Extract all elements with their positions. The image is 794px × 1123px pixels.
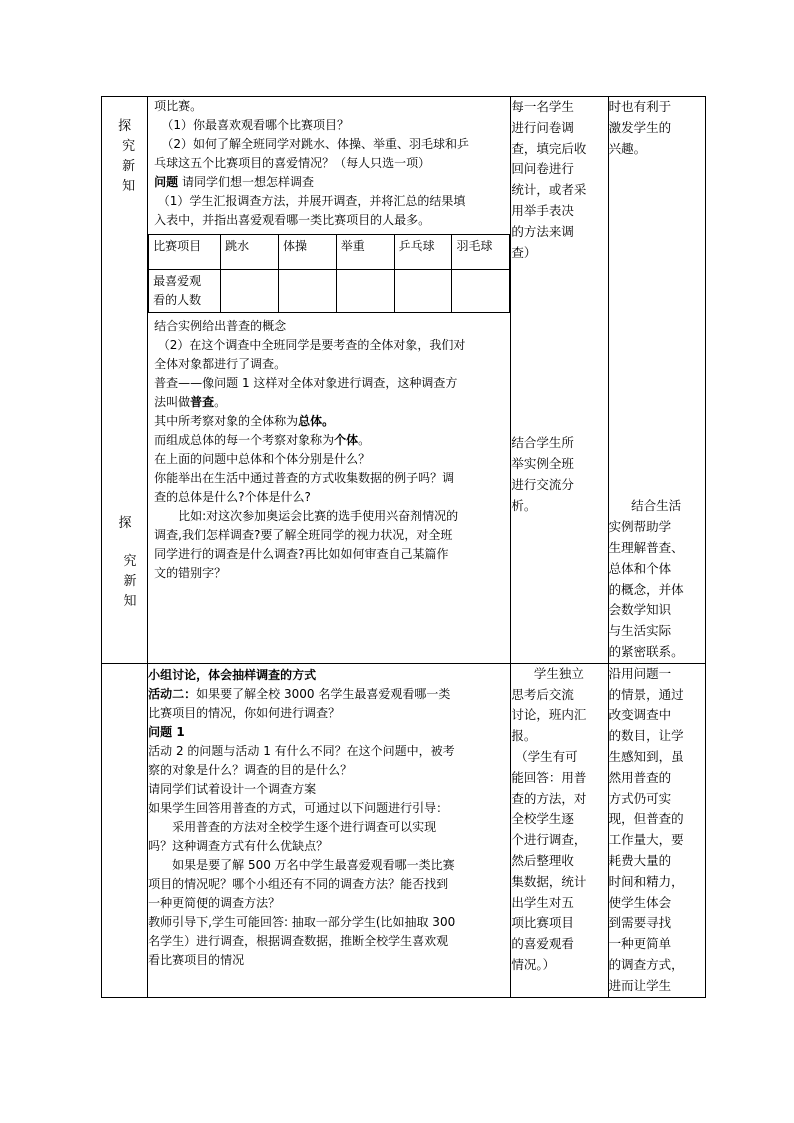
intent-line: 时间和精力， — [608, 873, 684, 889]
content-line: 名学生）进行调查，根据调查数据，推断全校学生喜欢观 — [148, 933, 449, 948]
activity-line: 思考后交流 — [511, 686, 574, 702]
content-line: （1）你最喜欢观看哪个比赛项目？ — [161, 118, 349, 132]
intent-line: 与生活实际 — [608, 623, 672, 639]
content-line: 如果是要了解 500 万名中学生最喜爱观看哪一类比赛 — [172, 857, 455, 872]
intent-line: 兴趣。 — [608, 140, 647, 156]
content-line: （2）在这个调查中全班同学是要考查的全体对象，我们对 — [157, 338, 466, 352]
intent-line: 使学生体会 — [608, 894, 672, 910]
content-line: 项比赛。 — [154, 99, 203, 113]
content-line: 你能举出在生活中通过普查的方式收集数据的例子吗？调 — [154, 471, 455, 485]
intent-line: 时也有利于 — [608, 99, 672, 114]
activity-line: 报。 — [511, 728, 537, 744]
activity-line: 查的方法，对 — [511, 790, 587, 806]
intent-line: 激发学生的 — [608, 119, 672, 135]
section-label-cell-2 — [102, 515, 148, 997]
activity-line: 出学生对五 — [511, 894, 574, 910]
content-line: 全体对象都进行了调查。 — [154, 357, 287, 371]
section-label-char: 究 — [123, 553, 137, 569]
activity-line: 查，填完后收 — [511, 140, 587, 156]
survey-header-cell: 举重 — [336, 235, 394, 270]
activity-text: 如果要了解全校 3000 名学生最喜爱观看哪一类 — [196, 686, 451, 701]
activity-line: 举实例全班 — [511, 456, 574, 472]
intent-line: 的调查方式， — [608, 956, 684, 972]
section-label-char: 新 — [123, 573, 137, 589]
content-cell-2 — [148, 663, 511, 997]
survey-count-row — [149, 270, 510, 313]
survey-row-label-line: 看的人数 — [153, 293, 202, 307]
activity-line: 每一名学生 — [511, 99, 574, 114]
content-line — [154, 412, 506, 431]
survey-count-cell[interactable] — [336, 270, 394, 313]
activity-line: 能回答：用普 — [511, 769, 587, 785]
survey-count-cell[interactable] — [278, 270, 336, 313]
content-line: 乓球这五个比赛项目的喜爱情况？（每人只选一项） — [154, 156, 431, 170]
content-line: 教师引导下,学生可能回答: 抽取一部分学生(比如抽取 300 — [148, 914, 456, 929]
intent-line: 会数学知识 — [608, 602, 672, 618]
section-label-char: 探 — [118, 515, 132, 531]
activity-line: 学生独立 — [533, 665, 584, 681]
content-line: 察的对象是什么？调查的目的是什么？ — [148, 762, 353, 777]
survey-header-cell: 体操 — [278, 235, 336, 270]
lesson-row-1 — [102, 97, 706, 664]
content-line: 在上面的问题中总体和个体分别是什么？ — [154, 452, 371, 466]
content-line: 如果学生回答用普查的方式，可通过以下问题进行引导： — [148, 800, 449, 815]
survey-count-cell[interactable] — [452, 270, 510, 313]
activity-line: （学生有可 — [515, 748, 578, 764]
intent-line: 的紧密联系。 — [608, 643, 684, 659]
content-line: 普查——像问题 1 这样对全体对象进行调查，这种调查方 — [154, 376, 458, 390]
activity-line: 用举手表决 — [511, 202, 574, 218]
content-line: 吗？这种调查方式有什么优缺点？ — [148, 838, 329, 853]
intent-line: 的情景，通过 — [608, 686, 684, 702]
content-line: 比如:对这次参加奥运会比赛的选手使用兴奋剂情况的 — [178, 509, 459, 523]
intent-line: 总体和个体 — [608, 560, 672, 576]
intent-line: 一种更简单 — [608, 936, 672, 952]
section-heading: 小组讨论，体会抽样调查的方式 — [148, 667, 317, 682]
student-activity-cell-1 — [511, 97, 608, 664]
lesson-row-2 — [102, 663, 706, 997]
survey-count-cell[interactable] — [394, 270, 452, 313]
activity-line: 全校学生逐 — [511, 811, 574, 827]
content-line: 看比赛项目的情况 — [148, 952, 245, 967]
section-label-char: 知 — [122, 179, 136, 194]
section-label-char: 究 — [122, 139, 136, 154]
activity-line: 个进行调查， — [511, 832, 587, 848]
content-line: 采用普查的方法对全校学生逐个进行调查可以实现 — [172, 819, 437, 834]
content-cell-1 — [148, 97, 511, 664]
content-line: （2）如何了解全班同学对跳水、体操、举重、羽毛球和乒 — [161, 137, 469, 151]
activity-line: 集数据，统计 — [511, 873, 587, 889]
intent-line: 实例帮助学 — [608, 519, 672, 535]
content-line: 调查,我们怎样调查?要了解全班同学的视力状况，对全班 — [154, 528, 453, 542]
term-pucha: 普查 — [190, 395, 215, 409]
content-line: 一种更简便的调查方法？ — [148, 895, 281, 910]
content-line: 同学进行的调查是什么调查?再比如如何审查自己某篇作 — [154, 547, 449, 561]
survey-row-label — [149, 270, 221, 313]
activity-line: 的喜爱观看 — [511, 936, 574, 952]
content-line: 法叫做普查。 — [154, 395, 227, 409]
section-label-char: 知 — [123, 593, 137, 609]
survey-header-cell: 乒乓球 — [394, 235, 452, 270]
survey-header-cell: 比赛项目 — [149, 235, 221, 270]
intent-line: 进而让学生 — [608, 977, 672, 993]
student-activity-cell-2 — [511, 663, 608, 997]
content-text: 。 — [358, 433, 371, 447]
intent-line: 生感知到，虽 — [608, 748, 684, 764]
question-text: 请同学们想一想怎样调查 — [178, 175, 314, 189]
intent-line: 沿用问题一 — [608, 665, 672, 681]
term-zongti: 总体。 — [298, 414, 335, 428]
activity-line: 析。 — [511, 497, 537, 513]
intent-line: 的数目，让学 — [608, 728, 684, 744]
section-label-char: 探 — [118, 119, 132, 134]
activity-line: 项比赛项目 — [511, 915, 574, 931]
content-line: 文的错别字？ — [154, 566, 227, 580]
activity-line — [148, 685, 510, 704]
activity-line: 统计，或者采 — [511, 182, 587, 198]
survey-row-label-line: 最喜爱观 — [153, 274, 202, 288]
activity-line: 查） — [511, 244, 537, 260]
activity-line: 结合学生所 — [511, 435, 574, 451]
question-label: 问题 1 — [148, 724, 185, 739]
intent-line: 然用普查的 — [608, 769, 672, 785]
activity-line: 情况。） — [511, 956, 556, 972]
content-text: 法叫做 — [154, 395, 191, 409]
survey-header-row — [149, 235, 510, 270]
activity-line: 回问卷进行 — [511, 161, 574, 177]
content-line: （1）学生汇报调查方法，并展开调查，并将汇总的结果填 — [157, 194, 466, 208]
content-line — [154, 431, 506, 450]
intent-line: 耗费大量的 — [608, 852, 672, 868]
content-line: 项目的情况呢？哪个小组还有不同的调查方法？能否找到 — [148, 876, 449, 891]
survey-count-cell[interactable] — [221, 270, 279, 313]
survey-header-cell: 羽毛球 — [452, 235, 510, 270]
lesson-plan-table — [101, 96, 706, 998]
content-text: 而组成总体的每一个考察对象称为 — [154, 433, 335, 447]
content-line: 活动 2 的问题与活动 1 有什么不同？在这个问题中，被考 — [148, 743, 455, 758]
intent-line: 方式仍可实 — [608, 790, 672, 806]
intent-line: 生理解普查、 — [608, 539, 684, 555]
content-text: 其中所考察对象的全体称为 — [154, 414, 299, 428]
intent-line: 现，但普查的 — [608, 811, 684, 827]
intent-line: 到需要寻找 — [608, 915, 672, 931]
activity-line: 的方法来调 — [511, 223, 574, 239]
survey-table — [148, 234, 510, 313]
content-line: 查的总体是什么?个体是什么? — [154, 490, 311, 504]
design-intent-cell-1 — [608, 97, 705, 664]
content-line: 请同学们试着设计一个调查方案 — [148, 781, 317, 796]
intent-line: 结合生活 — [631, 498, 682, 514]
intent-line: 工作量大，要 — [608, 832, 684, 848]
intent-line: 改变调查中 — [608, 707, 672, 723]
activity-line: 进行交流分 — [511, 476, 574, 492]
question-line — [154, 173, 506, 192]
question-label: 问题 — [154, 175, 179, 189]
activity-line: 然后整理收 — [511, 852, 574, 868]
content-line: 入表中，并指出喜爱观看哪一类比赛项目的人最多。 — [154, 213, 431, 227]
content-line: 比赛项目的情况，你如何进行调查？ — [148, 705, 341, 720]
design-intent-cell-2 — [608, 663, 705, 997]
activity-label: 活动二： — [148, 686, 197, 701]
term-geti: 个体 — [334, 433, 359, 447]
survey-header-cell: 跳水 — [221, 235, 279, 270]
intent-line: 的概念，并体 — [608, 581, 684, 597]
activity-line: 进行问卷调 — [511, 119, 574, 135]
section-label-char: 新 — [122, 159, 136, 174]
activity-line: 讨论，班内汇 — [511, 707, 587, 723]
content-line: 结合实例给出普查的概念 — [154, 319, 287, 333]
